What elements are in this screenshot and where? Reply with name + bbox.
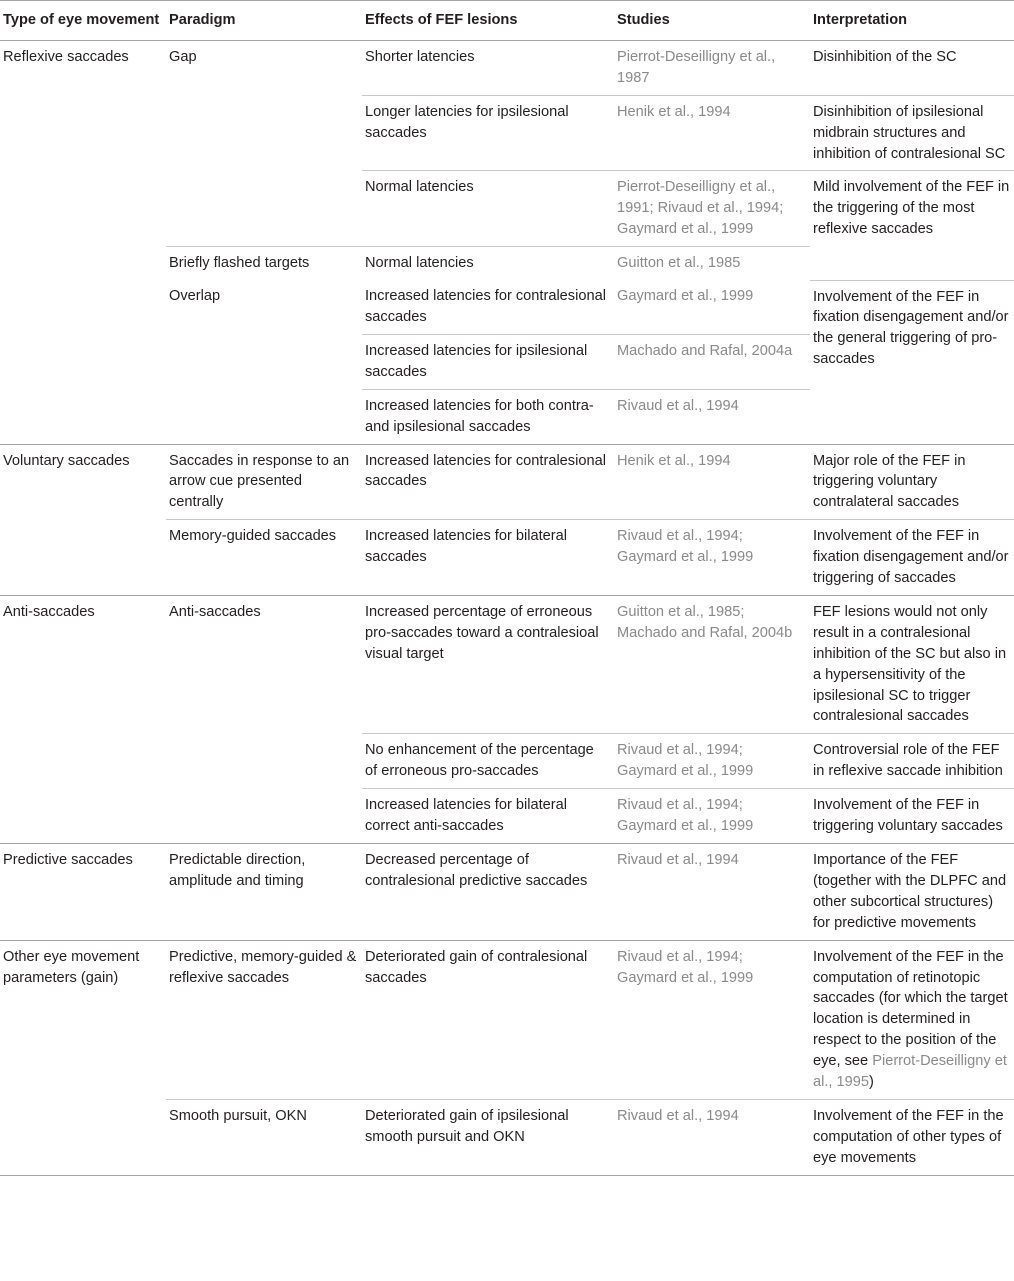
- interpretation-cell: Major role of the FEF in triggering voluntary contralateral saccades: [810, 444, 1014, 520]
- effect-cell: Longer latencies for ipsilesional saccades: [362, 95, 614, 171]
- effect-cell: Deteriorated gain of ipsilesional smooth pursuit and OKN: [362, 1099, 614, 1175]
- effect-cell: Increased latencies for bilateral correct anti-saccades: [362, 789, 614, 844]
- type-cell: Reflexive saccades: [3, 48, 129, 65]
- interpretation-cell: Involvement of the FEF in fixation disengagement and/or triggering of saccades: [810, 520, 1014, 596]
- paradigm-cell: Briefly flashed targets: [166, 247, 362, 280]
- paradigm-cell: Smooth pursuit, OKN: [166, 1099, 362, 1175]
- interpretation-cell: Involvement of the FEF in the computation of other types of eye movements: [810, 1099, 1014, 1175]
- effect-cell: Increased percentage of erroneous pro-saccades toward a contralesioal visual target: [362, 595, 614, 733]
- header-row: [0, 1, 1014, 41]
- table-row: [0, 595, 1014, 733]
- paradigm-cell: Overlap: [169, 288, 221, 305]
- table-row: [0, 444, 1014, 520]
- studies-cell: Rivaud et al., 1994; Gaymard et al., 1999: [614, 789, 810, 844]
- paradigm-cell: Predictive, memory-guided & reflexive saccades: [166, 940, 362, 1099]
- interpretation-cell: [810, 940, 1014, 1099]
- table-row: [0, 844, 1014, 941]
- effect-cell: Increased latencies for contralesional saccades: [362, 444, 614, 520]
- interpretation-cell: Importance of the FEF (together with the DLPFC and other subcortical structures) for predictive movements: [810, 844, 1014, 941]
- header-effects: Effects of FEF lesions: [362, 1, 614, 41]
- header-type: Type of eye movement: [0, 1, 166, 41]
- interpretation-cell: FEF lesions would not only result in a contralesional inhibition of the SC but also in a hypersensitivity of the ipsilesional SC to trigger contralesional saccades: [810, 595, 1014, 733]
- studies-cell: Rivaud et al., 1994: [614, 844, 810, 941]
- studies-cell: Guitton et al., 1985; Machado and Rafal, 2004b: [614, 595, 810, 733]
- studies-cell: Guitton et al., 1985: [614, 247, 810, 280]
- header-paradigm: Paradigm: [166, 1, 362, 41]
- effect-cell: Increased latencies for bilateral saccades: [362, 520, 614, 596]
- studies-cell: Pierrot-Deseilligny et al., 1991; Rivaud et al., 1994; Gaymard et al., 1999: [614, 171, 810, 247]
- studies-cell: Rivaud et al., 1994: [614, 389, 810, 444]
- table-row: [0, 40, 1014, 95]
- studies-cell: Rivaud et al., 1994; Gaymard et al., 1999: [614, 940, 810, 1099]
- effect-cell: Normal latencies: [362, 171, 614, 247]
- interpretation-cell: Disinhibition of ipsilesional midbrain structures and inhibition of contralesional SC: [810, 95, 1014, 171]
- paradigm-cell: Saccades in response to an arrow cue presented centrally: [166, 444, 362, 520]
- studies-cell: Rivaud et al., 1994: [614, 1099, 810, 1175]
- paradigm-cell: Gap: [169, 48, 197, 65]
- type-cell: Predictive saccades: [0, 844, 166, 941]
- paradigm-cell: Anti-saccades: [166, 595, 362, 843]
- type-cell: Other eye movement parameters (gain): [0, 940, 166, 1175]
- header-studies: Studies: [614, 1, 810, 41]
- citation-link[interactable]: Pierrot-Deseilligny et al., 1995: [813, 1053, 1007, 1091]
- studies-cell: Gaymard et al., 1999: [617, 288, 754, 305]
- studies-cell: Henik et al., 1994: [614, 95, 810, 171]
- interpretation-cell: Disinhibition of the SC: [813, 48, 957, 65]
- effect-cell: Normal latencies: [362, 247, 614, 280]
- effect-cell: Shorter latencies: [365, 48, 475, 65]
- effect-cell: Increased latencies for both contra- and ipsilesional saccades: [362, 389, 614, 444]
- type-cell: Voluntary saccades: [0, 444, 166, 595]
- header-interpretation: Interpretation: [810, 1, 1014, 41]
- interpretation-cell: Involvement of the FEF in fixation disengagement and/or the general triggering of pro-saccades: [810, 280, 1014, 444]
- interpretation-text-end: ): [869, 1074, 874, 1091]
- effect-cell: No enhancement of the percentage of erroneous pro-saccades: [362, 734, 614, 789]
- type-cell: Anti-saccades: [0, 595, 166, 843]
- effect-cell: Deteriorated gain of contralesional saccades: [362, 940, 614, 1099]
- studies-cell: Rivaud et al., 1994; Gaymard et al., 1999: [614, 520, 810, 596]
- effect-cell: Decreased percentage of contralesional predictive saccades: [362, 844, 614, 941]
- interpretation-cell: Controversial role of the FEF in reflexive saccade inhibition: [810, 734, 1014, 789]
- interpretation-cell: Mild involvement of the FEF in the triggering of the most reflexive saccades: [810, 171, 1014, 280]
- studies-cell: Pierrot-Deseilligny et al., 1987: [617, 48, 776, 86]
- effect-cell: Increased latencies for contralesional saccades: [365, 288, 606, 325]
- interpretation-text: Involvement of the FEF in the computation of retinotopic saccades (for which the target location is determined in respect to the position of the eye, see: [813, 948, 1008, 1070]
- paradigm-cell: Memory-guided saccades: [166, 520, 362, 596]
- studies-cell: Machado and Rafal, 2004a: [614, 334, 810, 389]
- paradigm-cell: Predictable direction, amplitude and timing: [166, 844, 362, 941]
- effect-cell: Increased latencies for ipsilesional saccades: [362, 334, 614, 389]
- studies-cell: Henik et al., 1994: [614, 444, 810, 520]
- studies-cell: Rivaud et al., 1994; Gaymard et al., 1999: [614, 734, 810, 789]
- interpretation-cell: Involvement of the FEF in triggering voluntary saccades: [810, 789, 1014, 844]
- table-row: [0, 940, 1014, 1099]
